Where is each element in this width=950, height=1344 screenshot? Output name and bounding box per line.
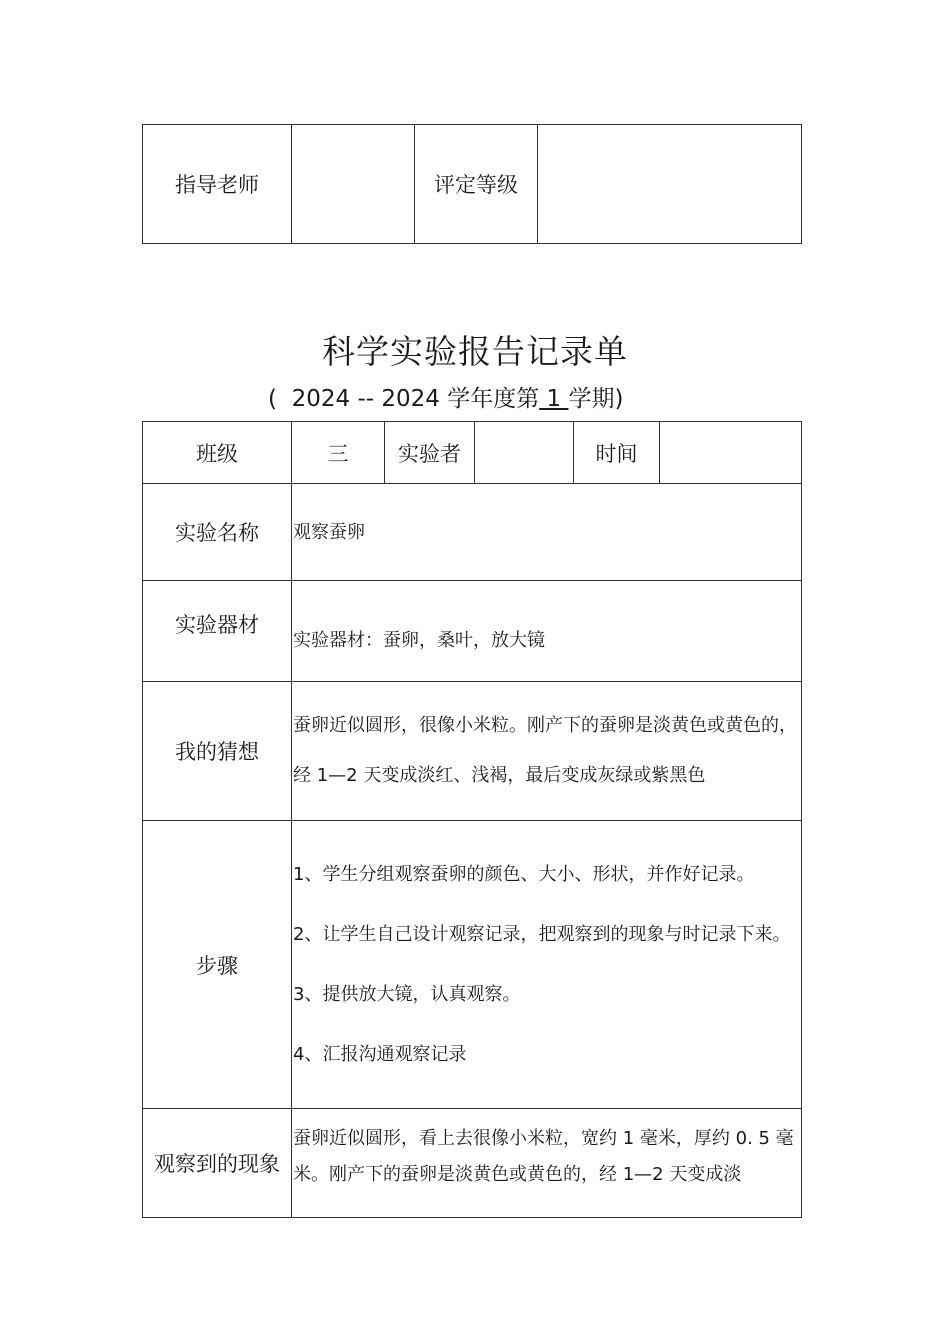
equipment-label: 实验器材 <box>143 581 292 682</box>
class-value: 三 <box>292 422 385 484</box>
experimenter-label: 实验者 <box>385 422 475 484</box>
step-item: 2、让学生自己设计观察记录，把观察到的现象与时记录下来。 <box>293 923 791 945</box>
experiment-name-value: 观察蚕卵 <box>292 484 802 581</box>
class-label: 班级 <box>143 422 292 484</box>
experimenter-value <box>475 422 574 484</box>
step-item: 1、学生分组观察蚕卵的颜色、大小、形状，并作好记录。 <box>293 863 755 885</box>
hypothesis-label: 我的猜想 <box>143 682 292 821</box>
teacher-value <box>292 125 415 244</box>
teacher-label: 指导老师 <box>143 125 292 244</box>
hypothesis-value: 蚕卵近似圆形，很像小米粒。刚产下的蚕卵是淡黄色或黄色的，经 1—2 天变成淡红、浅褐，最后变成灰绿或紫黑色 <box>292 682 802 821</box>
step-item: 4、汇报沟通观察记录 <box>293 1043 467 1065</box>
subtitle-open: ( <box>268 386 292 412</box>
term-subtitle <box>268 380 623 413</box>
grade-label: 评定等级 <box>415 125 538 244</box>
subtitle-mid: 学年度第 <box>439 386 540 412</box>
observation-cell <box>292 1109 802 1218</box>
time-value <box>660 422 802 484</box>
report-table <box>142 421 802 1218</box>
evaluation-table <box>142 124 802 244</box>
time-label: 时间 <box>574 422 660 484</box>
steps-list <box>292 821 802 1109</box>
subtitle-close: 学期) <box>568 386 624 412</box>
steps-label: 步骤 <box>143 821 292 1109</box>
observation-value: 蚕卵近似圆形，看上去很像小米粒，宽约 1 毫米，厚约 0. 5 毫米。刚产下的蚕卵是淡黄色或黄色的，经 1—2 天变成淡 <box>293 1128 794 1185</box>
grade-value <box>538 125 802 244</box>
subtitle-year-range: 2024 -- 2024 <box>291 386 440 412</box>
experiment-name-label: 实验名称 <box>143 484 292 581</box>
observation-label: 观察到的现象 <box>143 1109 292 1218</box>
subtitle-term: 1 <box>539 386 569 412</box>
step-item: 3、提供放大镜，认真观察。 <box>293 983 521 1005</box>
page-title: 科学实验报告记录单 <box>322 332 628 371</box>
equipment-value: 实验器材：蚕卵，桑叶，放大镜 <box>292 581 802 682</box>
